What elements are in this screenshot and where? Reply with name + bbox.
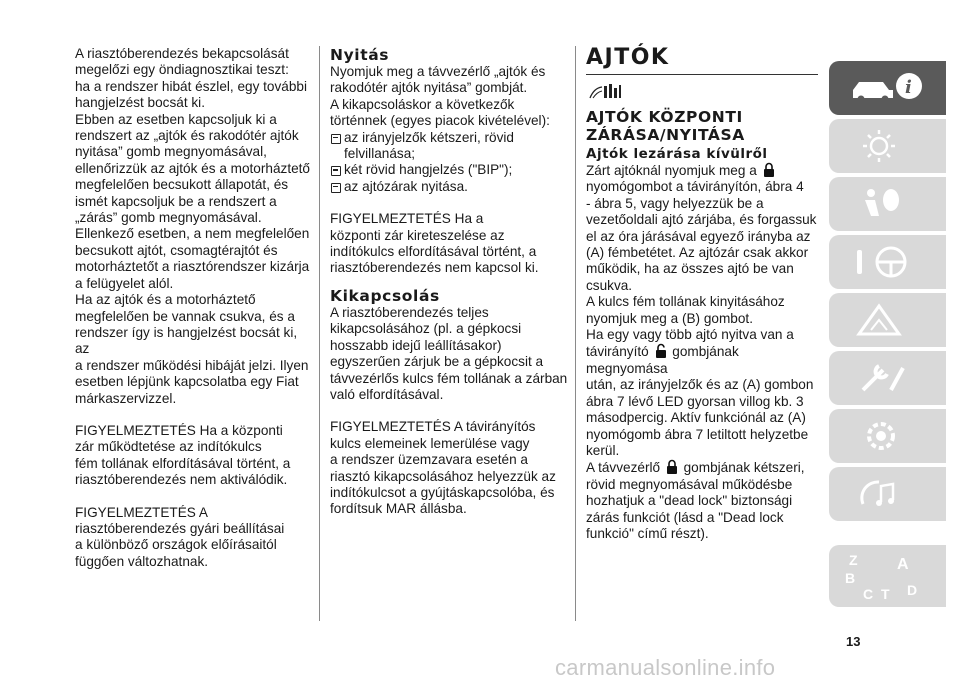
- padlock-icon: [763, 162, 775, 178]
- sidebar-tab-emergency[interactable]: [829, 293, 946, 347]
- sidebar-tab-warning-lights[interactable]: [829, 119, 946, 173]
- text-line: a különböző országok előírásaitól: [75, 537, 277, 553]
- section-title-line1: AJTÓK KÖZPONTI: [586, 108, 743, 126]
- index-letter: C: [863, 586, 874, 602]
- text-line: távvezérlős kulcs fém tollának a zárban: [330, 370, 568, 386]
- text-line: FIGYELMEZTETÉS A: [75, 504, 208, 520]
- sidebar-tab-safety[interactable]: [829, 177, 946, 231]
- text-line: rakodótér ajtók nyitása” gombját.: [330, 80, 528, 96]
- svg-text:i: i: [905, 77, 912, 98]
- text-line: A riasztóberendezés teljes: [330, 304, 489, 320]
- text-line: A riasztóberendezés bekapcsolását: [75, 46, 289, 61]
- text-line: márkaszervizzel.: [75, 390, 177, 406]
- warning-paragraph: [75, 505, 315, 571]
- text-line: ellenőrizzük az ajtók és a motorháztető: [75, 160, 310, 176]
- paragraph: [75, 226, 315, 292]
- sidebar-tab-starting-driving[interactable]: [829, 235, 946, 289]
- section-title-line2: ZÁRÁSA/NYITÁSA: [586, 126, 745, 144]
- index-letter: Z: [849, 552, 858, 568]
- section-title: [586, 108, 818, 144]
- left-column: [75, 46, 315, 570]
- subheading: Ajtók lezárása kívülről: [586, 146, 768, 162]
- text-line: FIGYELMEZTETÉS Ha a központi: [75, 422, 283, 438]
- heading-kikapcsolas: Kikapcsolás: [330, 286, 440, 305]
- paragraph: [330, 64, 570, 97]
- text-line: indítókulcsot a gyújtáskapcsolóba, és: [330, 484, 555, 500]
- index-letter: D: [907, 582, 918, 598]
- text-line: ismét kapcsoljuk be a rendszert a: [75, 193, 277, 209]
- text-line: Ha az ajtók és a motorháztető: [75, 292, 256, 308]
- warning-lights-icon: [849, 126, 929, 166]
- paragraph: [586, 294, 818, 327]
- paragraph-text: távirányító: [586, 344, 649, 360]
- text-line: megfelelően becsukott állapotát, és: [75, 177, 289, 193]
- road-warning-icon: [849, 300, 929, 340]
- padlock-icon: [666, 459, 678, 475]
- index-letter: T: [881, 586, 890, 602]
- radio-icon: [849, 474, 929, 514]
- text-line: másodpercig. Aktív funkciónál az (A): [586, 410, 806, 426]
- text-line: rendszert az „ajtók és rakodótér ajtók: [75, 128, 299, 144]
- car-info-icon: [849, 68, 929, 108]
- text-line: való elfordításával.: [330, 386, 444, 402]
- paragraph: [75, 292, 315, 407]
- paragraph: [330, 97, 570, 130]
- right-column-body: [586, 108, 818, 542]
- bullet-list: [330, 130, 570, 196]
- text-line: zárás funkciót (lásd a "Dead lock: [586, 509, 784, 525]
- text-line: rövid megnyomásával működésbe: [586, 476, 793, 492]
- text-line: indítókulcs elfordításával történt, a: [330, 244, 537, 260]
- paragraph-text: Zárt ajtóknál nyomjuk meg a: [586, 163, 757, 178]
- index-letter: A: [897, 556, 909, 573]
- text-line: (A) fémbetétet. Az ajtózár csak akkor: [586, 245, 809, 261]
- sidebar-tab-maintenance[interactable]: [829, 351, 946, 405]
- text-line: egyszerűen zárjuk be a gépkocsit a: [330, 354, 544, 370]
- text-line: megelőzi egy öndiagnosztikai teszt:: [75, 62, 289, 78]
- text-line: kikapcsolásához (pl. a gépkocsi: [330, 321, 522, 337]
- index-letter: B: [845, 570, 856, 586]
- text-line: A kulcs fém tollának kinyitásához: [586, 294, 785, 310]
- text-line: ábra 7 lévő LED gyorsan villog kb. 3: [586, 393, 804, 409]
- text-line: ha a rendszer hibát észlel, egy további: [75, 78, 307, 94]
- paragraph: [586, 162, 818, 294]
- text-line: történnek (egyes piacok kivételével):: [330, 113, 550, 129]
- text-line: kerül.: [586, 442, 620, 458]
- warning-paragraph: [330, 419, 570, 517]
- text-line: nyitása” gomb megnyomásával,: [75, 144, 267, 160]
- right-column: [586, 45, 818, 70]
- paragraph-text: gombjának kétszeri,: [683, 460, 805, 476]
- door-lock-icon: [588, 82, 622, 107]
- heading-nyitas: Nyitás: [330, 46, 390, 64]
- text-line: - ábra 5, vagy helyezzük be a: [586, 195, 764, 211]
- text-line: becsukott ajtót, csomagtérajtót és: [75, 242, 278, 258]
- sidebar-tab-car-info[interactable]: [829, 61, 946, 115]
- bullet-item: két rövid hangjelzés ("BIP");: [330, 162, 570, 178]
- text-line: zár működtetése az indítókulcs: [75, 439, 262, 455]
- watermark: carmanualsonline.info: [555, 655, 776, 680]
- bullet-item: az irányjelzők kétszeri, rövid felvillanása;: [330, 130, 570, 163]
- paragraph-text: A távvezérlő: [586, 460, 661, 476]
- text-line: nyomjuk meg a (B) gombot.: [586, 310, 753, 326]
- index-icon: [837, 549, 937, 605]
- text-line: után, az irányjelzők és az (A) gombon: [586, 377, 814, 393]
- text-line: nyomógomb ábra 7 letiltott helyzetbe: [586, 426, 809, 442]
- text-line: függően változhatnak.: [75, 553, 209, 569]
- text-line: riasztóberendezés gyári beállításai: [75, 520, 285, 536]
- text-line: esetben lépjünk kapcsolatba egy Fiat: [75, 374, 299, 390]
- padlock-open-icon: [655, 343, 667, 359]
- text-line: riasztóberendezés nem aktiválódik.: [75, 472, 288, 488]
- warning-paragraph: [330, 211, 570, 277]
- text-line: „zárás” gomb megnyomásával.: [75, 210, 262, 226]
- airbag-icon: [849, 184, 929, 224]
- text-line: fém tollának elfordításával történt, a: [75, 455, 291, 471]
- text-line: riasztó kikapcsolásához helyezzük az: [330, 468, 556, 484]
- text-line: funkció" című részt).: [586, 525, 709, 541]
- text-line: FIGYELMEZTETÉS Ha a: [330, 211, 484, 227]
- paragraph-text: gombjának megnyomása: [586, 344, 739, 376]
- sidebar-tab-index[interactable]: [829, 545, 946, 607]
- text-line: Ellenkező esetben, a nem megfelelően: [75, 226, 310, 242]
- text-line: A kikapcsoláskor a következők: [330, 96, 515, 112]
- text-line: csukva.: [586, 277, 633, 293]
- middle-column: [330, 46, 570, 518]
- text-line: motorháztetőt a riasztórendszer kizárja: [75, 259, 310, 275]
- paragraph: [586, 327, 818, 459]
- page-number: 13: [846, 634, 861, 649]
- text-line: fordítsuk MAR állásba.: [330, 501, 467, 517]
- text-line: rendszer így is hangjelzést bocsát ki, az: [75, 324, 298, 357]
- chapter-title: AJTÓK: [586, 45, 670, 70]
- text-line: riasztóberendezés nem kapcsol ki.: [330, 260, 539, 276]
- text-line: el az óra járásával egyező irányba az: [586, 228, 811, 244]
- sidebar-tab-technical-data[interactable]: [829, 409, 946, 463]
- text-line: hangjelzést bocsát ki.: [75, 95, 205, 111]
- text-line: központi zár kireteszelése az: [330, 227, 505, 243]
- text-line: működik, ha az összes ajtó be van: [586, 261, 794, 277]
- text-line: FIGYELMEZTETÉS A távirányítós: [330, 419, 536, 435]
- bullet-item: az ajtózárak nyitása.: [330, 179, 570, 195]
- text-line: a felügyelet alól.: [75, 275, 174, 291]
- gear-wheel-icon: [849, 416, 929, 456]
- text-line: hosszabb idejű leállításakor): [330, 337, 502, 353]
- text-line: a rendszer működési hibáját jelzi. Ilyen: [75, 357, 309, 373]
- tools-icon: [849, 358, 929, 398]
- paragraph: [75, 112, 315, 227]
- steering-wheel-icon: [849, 242, 929, 282]
- column-divider: [575, 46, 576, 621]
- paragraph: [330, 305, 570, 403]
- text-line: vezetőoldali ajtó zárjába, és forgassuk: [586, 212, 817, 228]
- text-line: a rendszer üzemzavara esetén a: [330, 452, 528, 468]
- text-line: hozhatjuk a "dead lock" biztonsági: [586, 493, 793, 509]
- chapter-rule: [586, 74, 818, 75]
- paragraph: [586, 459, 818, 542]
- text-line: Nyomjuk meg a távvezérlő „ajtók és: [330, 64, 546, 79]
- paragraph-text: Ha egy vagy több ajtó nyitva van a: [586, 327, 794, 343]
- warning-paragraph: [75, 423, 315, 489]
- text-line: nyomógombot a távirányítón, ábra 4: [586, 179, 804, 195]
- text-line: Ebben az esetben kapcsoljuk ki a: [75, 111, 277, 127]
- sidebar-tab-multimedia[interactable]: [829, 467, 946, 521]
- paragraph: [75, 46, 315, 112]
- text-line: megfelelően be vannak csukva, és a: [75, 308, 295, 324]
- column-divider: [319, 46, 320, 621]
- text-line: kulcs elemeinek lemerülése vagy: [330, 435, 530, 451]
